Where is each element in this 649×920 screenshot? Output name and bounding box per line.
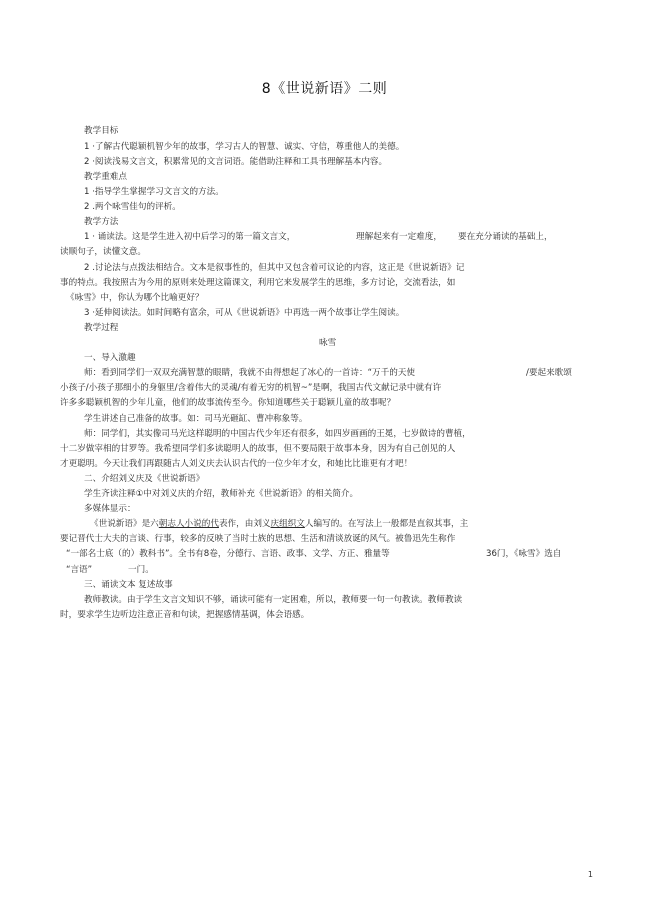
paragraph-line: /要起来歌颂 [526, 368, 572, 378]
paragraph-line: 学生齐读注释①中对刘义庆的介绍，教师补充《世说新语》的相关简介。 [84, 489, 359, 499]
paragraph-line: 36门，《咏雪》选自 [486, 549, 562, 559]
paragraph-line: 多媒体显示： [84, 504, 136, 514]
step-3-heading: 三、诵读文本 复述故事 [84, 580, 173, 590]
objective-2: 2 ·阅读浅易文言文，积累常见的文言词语。能借助注释和工具书理解基本内容。 [84, 157, 388, 167]
paragraph-line: 师：同学们，其实像司马光这样聪明的中国古代少年还有很多，如四岁画画的王冕，七岁做诗的曹植， [84, 429, 471, 439]
paragraph-line: 要记晋代士大夫的言谈、行事，较多的反映了当时士族的思想、生活和清谈放诞的风气。被鲁迅先生称作 [60, 534, 456, 544]
paragraph-line: 才更聪明。今天让我们再跟随古人刘义庆去认识古代的一位少年才女，和她比比谁更有才吧！ [60, 459, 413, 469]
section-title-yongxue: 咏雪 [319, 338, 337, 348]
paragraph-line: “一部名士底（的）教科书”。全书有8卷，分德行、言语、政事、文学、方正、雅量等 [66, 549, 390, 559]
paragraph-line: 小孩子/小孩子那细小的身躯里/含着伟大的灵魂/有着无穷的机智~”是啊，我国古代文献记录中就有许 [60, 383, 442, 393]
step-1-heading: 一、导入激趣 [84, 353, 136, 363]
method-1-part-a: 1 · 诵读法。这是学生进入初中后学习的第一篇文言文， [84, 232, 296, 242]
key-point-1: 1 ·指导学生掌握学习文言文的方法。 [84, 187, 224, 197]
paragraph-line: 时，要求学生边听边注意正音和句读，把握感情基调，体会语感。 [60, 610, 310, 620]
heading-methods: 教学方法 [84, 217, 119, 227]
method-1-part-c: 要在充分诵读的基础上， [458, 232, 553, 242]
objective-1: 1 ·了解古代聪颖机智少年的故事，学习古人的智慧、诚实、守信，尊重他人的美德。 [84, 142, 405, 152]
method-2-cont: 事的特点。我按照古为今用的原则来处理这篇课文，利用它来发展学生的思维，多方讨论，交流看法，如 [60, 278, 456, 288]
page-title: 8《世说新语》二则 [261, 81, 388, 97]
method-2: 2 .讨论法与点拨法相结合。文本是叙事性的，但其中又包含着可议论的内容，这正是《世说新语》记 [84, 263, 465, 273]
heading-objectives: 教学目标 [84, 126, 119, 136]
multimedia-line-1: 《世说新语》是六朝志人小说的代表作，由刘义庆组织文人编写的。在写法上一般都是直叙其事，主 [90, 519, 469, 529]
paragraph-line: 学生讲述自己准备的故事。如：司马光砸缸、曹冲称象等。 [84, 414, 308, 424]
method-1-part-b: 理解起来有一定难度， [356, 232, 442, 242]
paragraph-line: 师：看到同学们一双双充满智慧的眼睛，我就不由得想起了冰心的一首诗：“万千的天使 [84, 368, 416, 378]
paragraph-line: “言语” [66, 565, 93, 575]
method-3: 3 ·延伸阅读法。如时间略有富余，可从《世说新语》中再选一两个故事让学生阅读。 [84, 308, 405, 318]
paragraph-line: 十二岁做宰相的甘罗等。我希望同学们多读聪明人的故事，但不要局限于故事本身，因为有自己创见的人 [60, 444, 456, 454]
method-2-cont2: 《咏雪》中，你认为哪个比喻更好？ [66, 293, 204, 303]
paragraph-line: 教师教读。由于学生文言文知识不够，诵读可能有一定困难，所以，教师要一句一句教读。教师教读 [84, 595, 463, 605]
key-point-2: 2 .两个咏雪佳句的评析。 [84, 202, 181, 212]
heading-process: 教学过程 [84, 323, 119, 333]
paragraph-line: 许多多聪颖机智的少年儿童，他们的故事流传至今。你知道哪些关于聪颖儿童的故事呢？ [60, 398, 396, 408]
heading-key-points: 教学重难点 [84, 172, 127, 182]
page-number: 1 [587, 870, 593, 879]
method-1-cont: 读顺句子，读懂文意。 [60, 247, 146, 257]
paragraph-line: 一门。 [128, 565, 154, 575]
step-2-heading: 二、介绍刘义庆及《世说新语》 [84, 474, 205, 484]
